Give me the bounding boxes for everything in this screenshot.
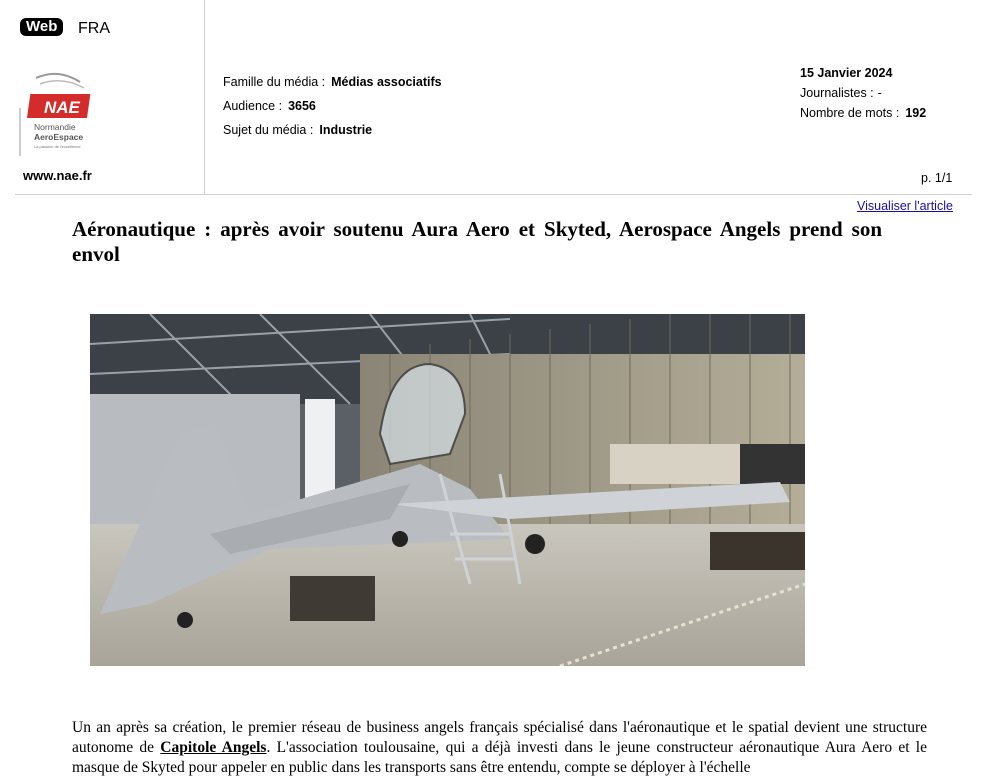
- subject-value: Industrie: [319, 123, 373, 137]
- subject-label: Sujet du média :: [223, 123, 314, 137]
- svg-text:La passion de l'excellence: La passion de l'excellence: [34, 144, 81, 149]
- subject-row: [223, 118, 442, 142]
- nae-logo: [18, 68, 100, 156]
- view-article-link[interactable]: Visualiser l'article: [857, 199, 953, 213]
- media-family-row: [223, 70, 442, 94]
- word-count-value: 192: [905, 106, 927, 120]
- site-url: www.nae.fr: [23, 168, 92, 183]
- media-family-value: Médias associatifs: [331, 75, 442, 89]
- article-photo: [90, 314, 805, 666]
- article-title: Aéronautique : après avoir soutenu Aura Aero et Skyted, Aerospace Angels prend son envol: [72, 217, 882, 266]
- article-meta: [800, 63, 926, 123]
- audience-row: [223, 94, 442, 118]
- media-family-label: Famille du média :: [223, 75, 326, 89]
- svg-text:AeroEspace: AeroEspace: [34, 132, 84, 142]
- header-vertical-divider: [204, 0, 205, 194]
- language-label: FRA: [78, 20, 110, 37]
- journalists-value: -: [877, 86, 882, 100]
- header-divider: [15, 194, 972, 195]
- logo-text: NAE: [44, 98, 80, 117]
- media-meta: [223, 70, 442, 142]
- body-text-end: . L'association toulousaine, qui a déjà investi dans le jeune constructeur aéronautique Aura Aero et le masque de Skyted pour appeler en public dans les transports sans être entendu, compte se déployer à l'échelle: [72, 739, 927, 776]
- word-count-row: [800, 103, 926, 123]
- article-body: [72, 718, 927, 778]
- web-badge: Web: [20, 18, 63, 36]
- word-count-label: Nombre de mots :: [800, 106, 900, 120]
- publication-date: 15 Janvier 2024: [800, 66, 893, 80]
- svg-text:Normandie: Normandie: [34, 122, 76, 132]
- journalists-row: [800, 83, 926, 103]
- capitole-angels-link[interactable]: Capitole Angels: [160, 739, 267, 756]
- journalists-label: Journalistes :: [800, 86, 874, 100]
- audience-value: 3656: [288, 99, 316, 113]
- audience-label: Audience :: [223, 99, 283, 113]
- body-text-start: Un an après sa création, le premier réseau de business angels français spécialisé dans l'aéronautique et le spatial devient une structure autonome de: [72, 719, 927, 756]
- page-number: p. 1/1: [921, 171, 953, 185]
